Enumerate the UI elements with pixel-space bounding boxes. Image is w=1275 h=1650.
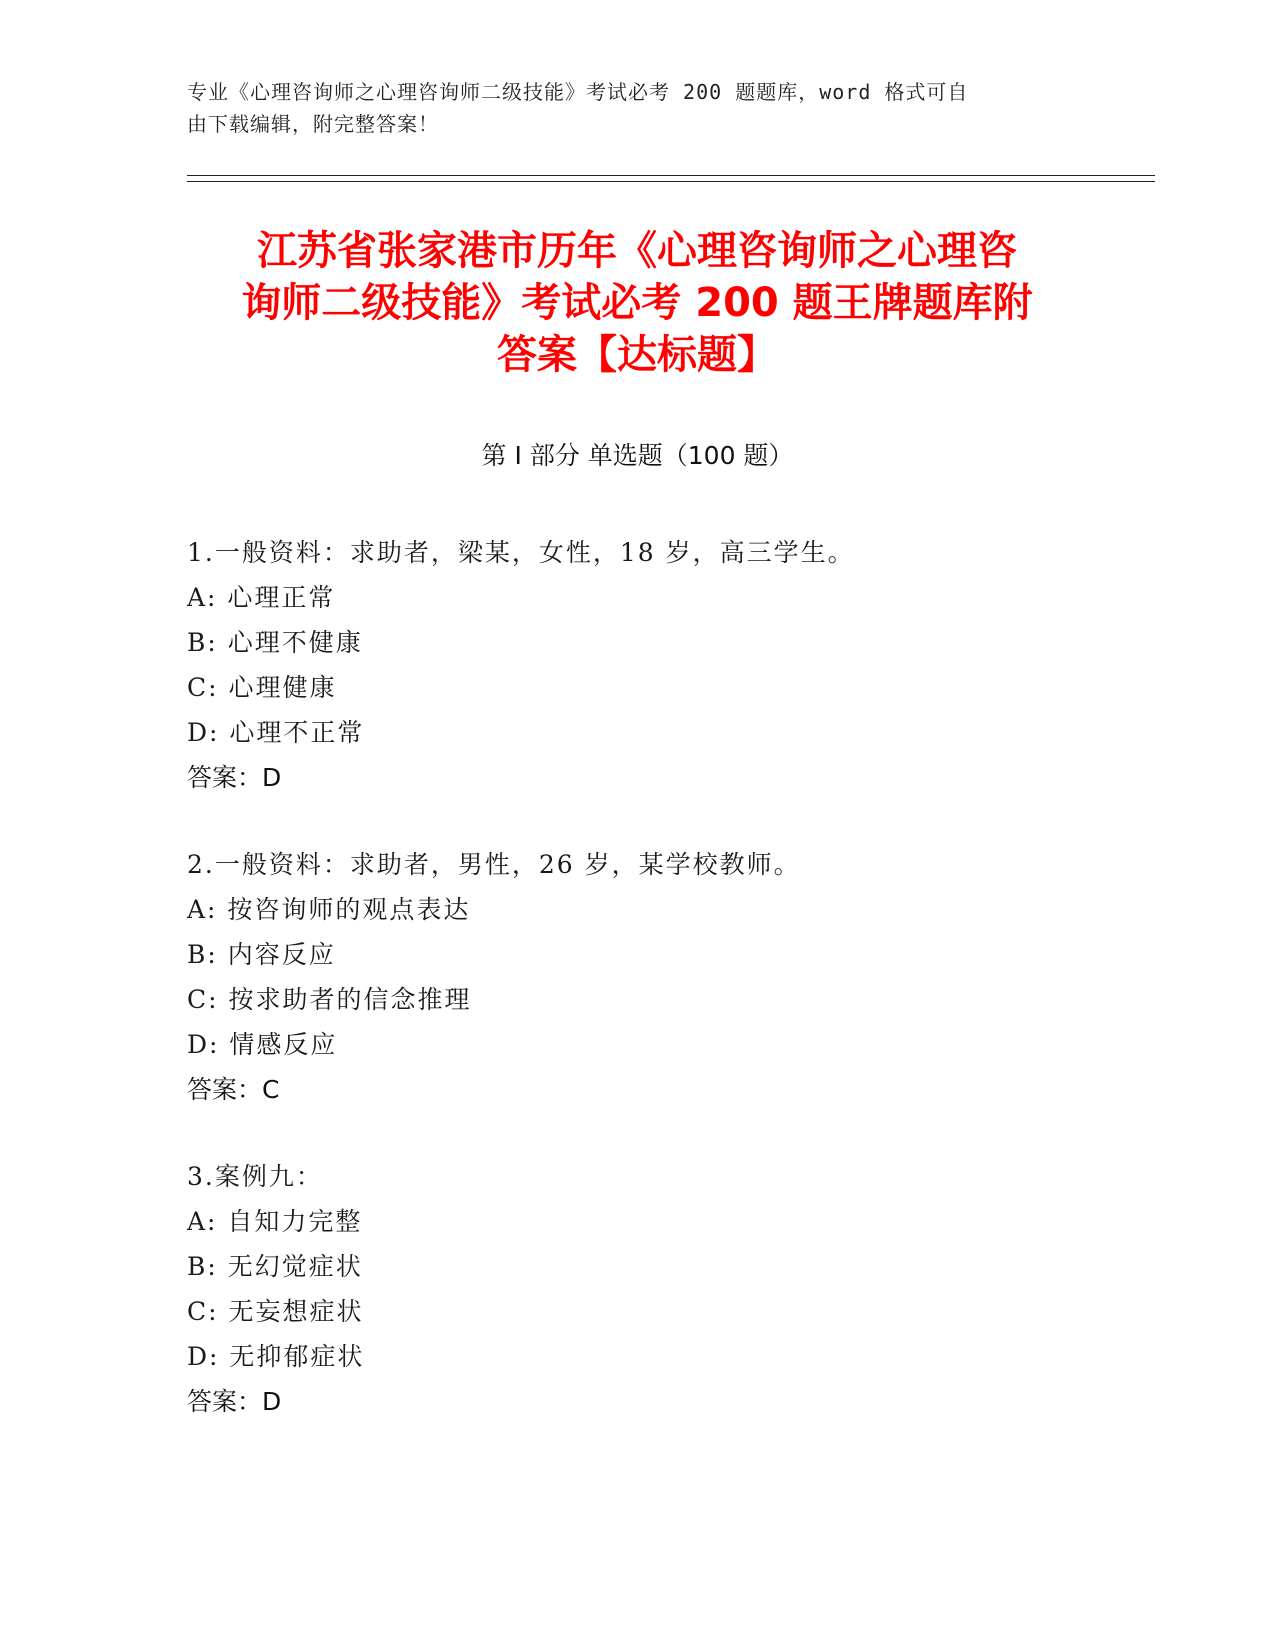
answer-label: 答案：C bbox=[187, 1075, 280, 1104]
answer-label: 答案：D bbox=[187, 763, 282, 792]
document-title-line-1: 江苏省张家港市历年《心理咨询师之心理咨 bbox=[257, 228, 1017, 274]
document-title bbox=[187, 225, 1087, 381]
document-title-line-2: 询师二级技能》考试必考 200 题王牌题库附 bbox=[241, 280, 1033, 326]
section-title: 第 I 部分 单选题（100 题） bbox=[481, 441, 794, 470]
option-b: B: 内容反应 bbox=[187, 940, 336, 969]
question-stem: 3.案例九： bbox=[187, 1162, 323, 1191]
option-b: B: 无幻觉症状 bbox=[187, 1252, 363, 1281]
question-list bbox=[187, 530, 1087, 1466]
header-rule-top bbox=[187, 175, 1155, 176]
option-a: A: 按咨询师的观点表达 bbox=[187, 895, 471, 924]
header-note bbox=[187, 76, 1067, 140]
question-1 bbox=[187, 530, 1087, 800]
option-c: C: 心理健康 bbox=[187, 673, 337, 702]
option-d: D: 心理不正常 bbox=[187, 718, 365, 747]
option-c: C: 按求助者的信念推理 bbox=[187, 985, 472, 1014]
option-a: A: 自知力完整 bbox=[187, 1207, 363, 1236]
question-2 bbox=[187, 842, 1087, 1112]
header-rule-bottom bbox=[187, 181, 1155, 182]
question-stem: 1.一般资料：求助者，梁某，女性，18 岁，高三学生。 bbox=[187, 538, 855, 567]
header-note-line-2: 由下载编辑，附完整答案！ bbox=[187, 112, 439, 136]
option-c: C: 无妄想症状 bbox=[187, 1297, 364, 1326]
document-title-line-3: 答案【达标题】 bbox=[497, 332, 777, 378]
question-stem: 2.一般资料：求助者，男性，26 岁，某学校教师。 bbox=[187, 850, 801, 879]
header-note-line-1: 专业《心理咨询师之心理咨询师二级技能》考试必考 200 题题库，word 格式可自 bbox=[187, 80, 969, 104]
option-d: D: 情感反应 bbox=[187, 1030, 338, 1059]
option-b: B: 心理不健康 bbox=[187, 628, 363, 657]
option-d: D: 无抑郁症状 bbox=[187, 1342, 365, 1371]
option-a: A: 心理正常 bbox=[187, 583, 336, 612]
question-3 bbox=[187, 1154, 1087, 1424]
answer-label: 答案：D bbox=[187, 1387, 282, 1416]
